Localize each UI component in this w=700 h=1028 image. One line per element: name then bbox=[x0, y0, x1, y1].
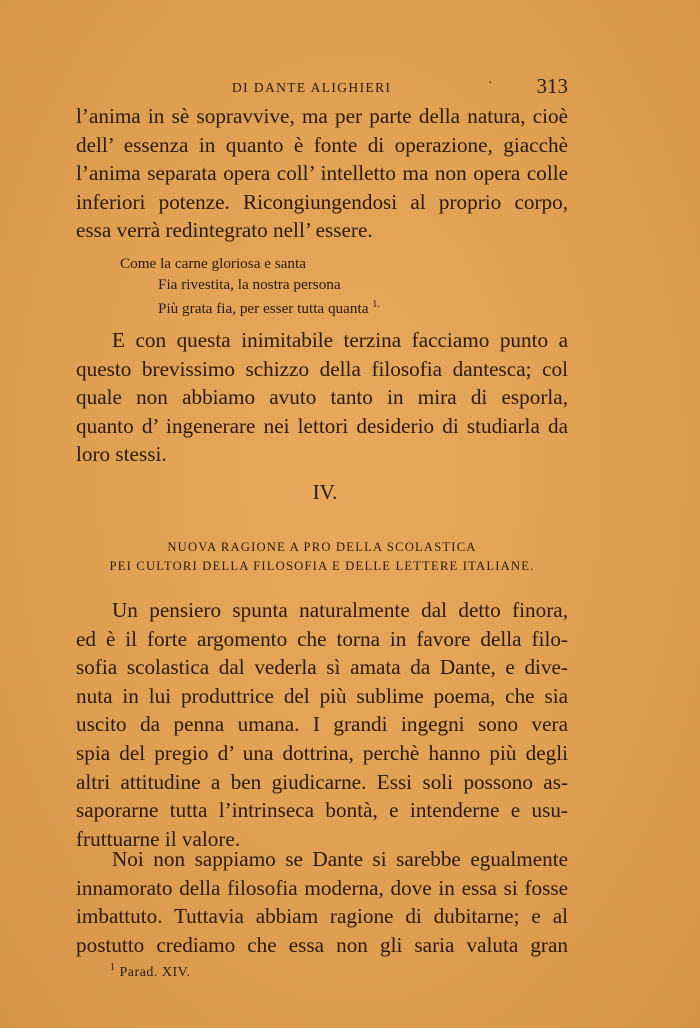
section-heading bbox=[76, 538, 568, 576]
text-line: l’anima separata opera coll’ intelletto ma non opera colle bbox=[76, 161, 568, 186]
text-line: innamorato della filosofia moderna, dove in essa si fosse bbox=[76, 875, 568, 900]
footnote-reference: 1. bbox=[372, 299, 380, 310]
text-line: dell’ essenza in quanto è fonte di operazione, giacchè bbox=[76, 132, 568, 157]
running-head bbox=[76, 74, 568, 100]
text-line: saporarne tutta l’intrinseca bontà, e intenderne e usu- bbox=[76, 798, 568, 823]
text-line: essa verrà redintegrato nell’ essere. bbox=[76, 218, 373, 243]
page-number: 313 bbox=[536, 74, 568, 98]
text-line: l’anima in sè sopravvive, ma per parte della natura, cioè bbox=[76, 104, 568, 128]
section-number: IV. bbox=[312, 480, 338, 504]
running-title: DI DANTE ALIGHIERI bbox=[232, 80, 392, 95]
paragraph-2 bbox=[76, 326, 568, 469]
text-line: inferiori potenze. Ricongiungendosi al proprio corpo, bbox=[76, 189, 568, 214]
text-line: Un pensiero spunta naturalmente dal detto finora, bbox=[112, 598, 568, 622]
verse-line bbox=[120, 295, 380, 320]
text-line: Noi non sappiamo se Dante si sarebbe egualmente bbox=[112, 847, 568, 871]
text-line: spia del pregio d’ una dottrina, perchè hanno più degli bbox=[76, 740, 568, 765]
footnote bbox=[110, 962, 190, 981]
text-line: ed è il forte argomento che torna in favore della filo- bbox=[76, 626, 568, 651]
verse-line: Fia rivestita, la nostra persona bbox=[158, 275, 341, 293]
text-line: quale non abbiamo avuto tanto in mira di esporla, bbox=[76, 385, 568, 410]
verse-line-text: Più grata fia, per esser tutta quanta bbox=[158, 300, 369, 317]
text-line: fruttuarne il valore. bbox=[76, 826, 241, 851]
footnote-marker: 1 bbox=[110, 962, 116, 973]
text-line: imbattuto. Tuttavia abbiam ragione di dubitarne; e al bbox=[76, 904, 568, 929]
footnote-text: Parad. XIV. bbox=[119, 965, 191, 980]
header-dot: · bbox=[488, 76, 493, 91]
text-line: loro stessi. bbox=[76, 442, 167, 467]
text-line: nuta in lui produttrice del più sublime poema, che sia bbox=[76, 683, 568, 708]
verse-quotation bbox=[120, 254, 380, 320]
paragraph-3 bbox=[76, 596, 568, 853]
text-line: E con questa inimitabile terzina facciamo punto a bbox=[112, 328, 568, 352]
text-line: sofia scolastica dal vederla sì amata da Dante, e dive- bbox=[76, 655, 568, 680]
text-line: altri attitudine a ben giudicarne. Essi soli possono as- bbox=[76, 769, 568, 794]
text-line: quanto d’ ingenerare nei lettori desiderio di studiarla da bbox=[76, 413, 568, 438]
text-line: questo brevissimo schizzo della filosofia dantesca; col bbox=[76, 356, 568, 381]
paragraph-4 bbox=[76, 845, 568, 959]
text-line: uscito da penna umana. I grandi ingegni sono vera bbox=[76, 712, 568, 737]
paragraph-1 bbox=[76, 102, 568, 245]
section-heading-line: PEI CULTORI DELLA FILOSOFIA E DELLE LETTERE ITALIANE. bbox=[109, 559, 535, 573]
text-line: postutto crediamo che essa non gli saria valuta gran bbox=[76, 932, 568, 957]
verse-line: Come la carne gloriosa e santa bbox=[120, 255, 306, 272]
section-heading-line: NUOVA RAGIONE A PRO DELLA SCOLASTICA bbox=[167, 540, 477, 554]
